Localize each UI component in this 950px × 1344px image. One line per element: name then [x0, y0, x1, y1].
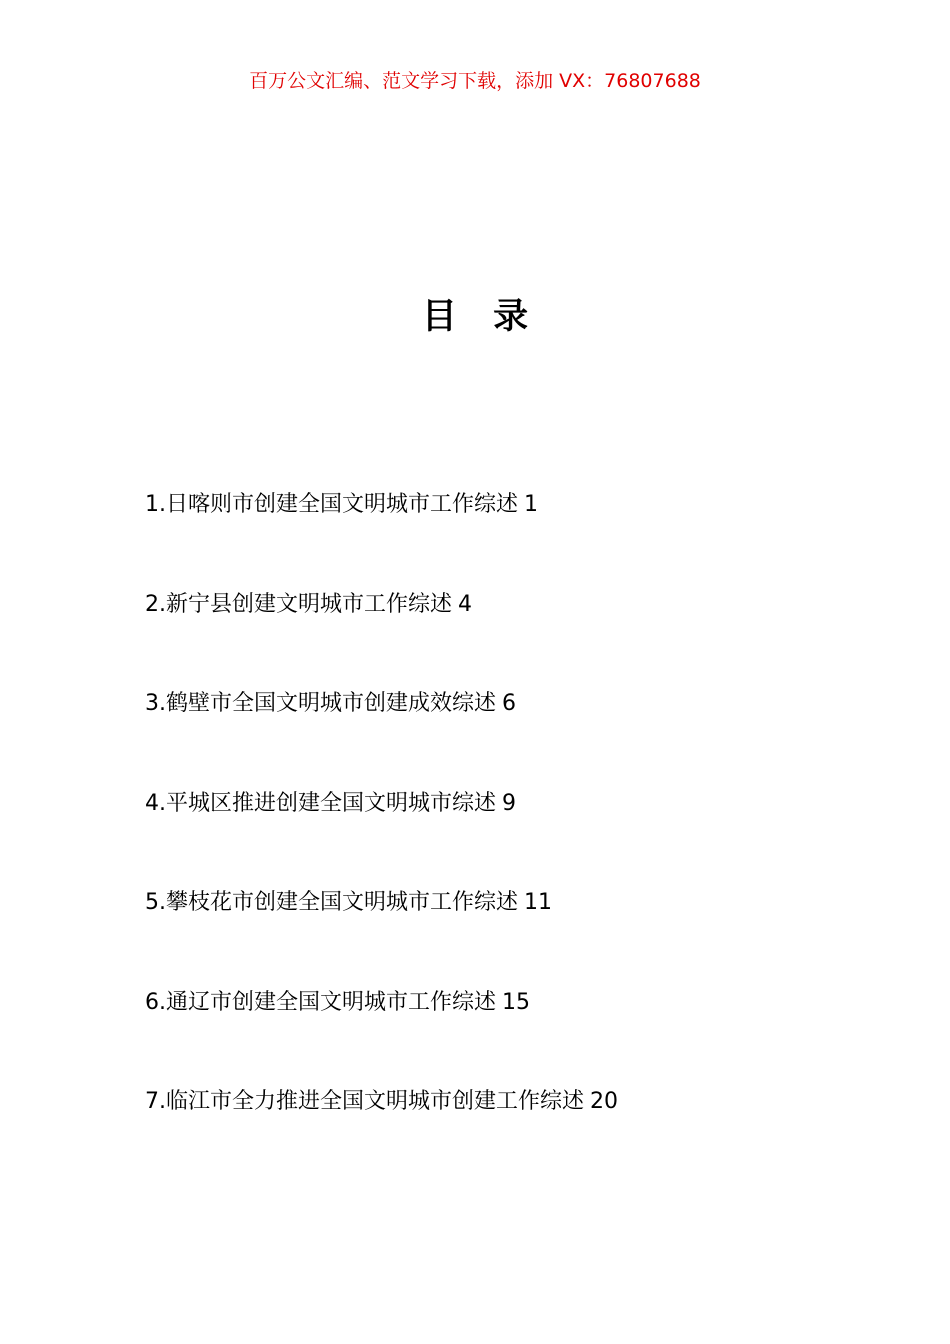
toc-list: [145, 486, 865, 1183]
toc-item[interactable]: [145, 1083, 865, 1183]
toc-item-text: 鹤壁市全国文明城市创建成效综述: [166, 691, 497, 716]
toc-item-text: 攀枝花市创建全国文明城市工作综述: [166, 890, 519, 915]
toc-item[interactable]: [145, 984, 865, 1084]
toc-item-text: 平城区推进创建全国文明城市综述: [166, 790, 497, 816]
toc-item[interactable]: [145, 586, 865, 686]
toc-item[interactable]: [145, 486, 865, 586]
toc-item-page: 15: [502, 989, 531, 1015]
toc-item-text: 新宁县创建文明城市工作综述: [166, 591, 453, 617]
toc-item-text: 日喀则市创建全国文明城市工作综述: [166, 492, 519, 517]
toc-item-number: 4.: [145, 790, 166, 816]
toc-item[interactable]: [145, 685, 865, 785]
toc-item-number: 7.: [145, 1089, 166, 1114]
toc-item-page: 9: [502, 790, 517, 816]
toc-item-number: 1.: [145, 492, 166, 517]
toc-item[interactable]: [145, 884, 865, 984]
toc-item-text: 临江市全力推进全国文明城市创建工作综述: [166, 1089, 585, 1114]
toc-item-text: 通辽市创建全国文明城市工作综述: [166, 989, 497, 1015]
toc-item-page: 1: [524, 492, 539, 517]
header-note: 百万公文汇编、范文学习下载，添加 VX：76807688: [249, 70, 701, 92]
toc-item-number: 3.: [145, 691, 166, 716]
toc-item-page: 4: [458, 591, 473, 617]
toc-title: 目 录: [421, 297, 541, 337]
toc-item[interactable]: [145, 785, 865, 885]
toc-item-number: 2.: [145, 591, 166, 617]
toc-item-number: 5.: [145, 890, 166, 915]
toc-item-number: 6.: [145, 989, 166, 1015]
toc-item-page: 11: [524, 890, 553, 915]
toc-item-page: 6: [502, 691, 517, 716]
toc-item-page: 20: [590, 1089, 619, 1114]
